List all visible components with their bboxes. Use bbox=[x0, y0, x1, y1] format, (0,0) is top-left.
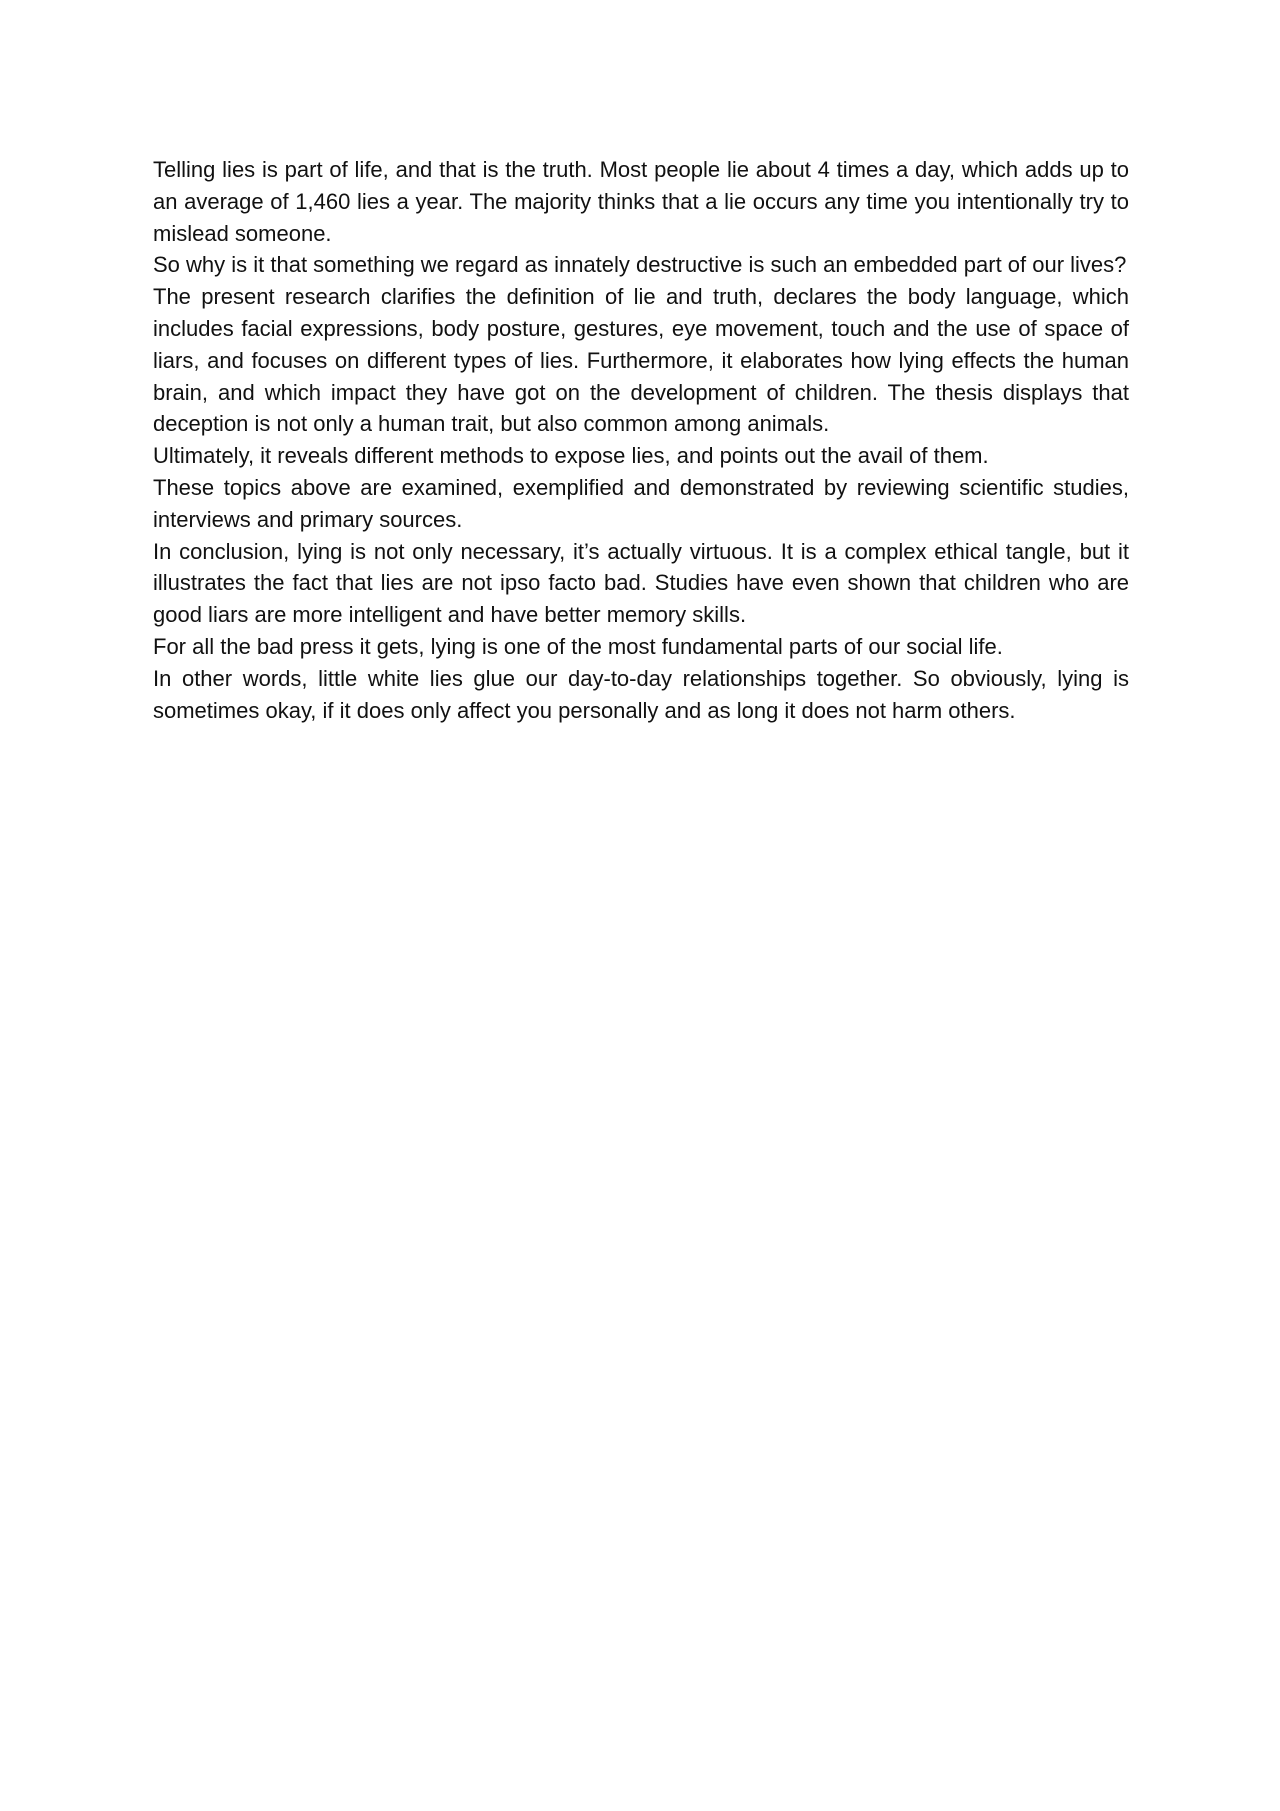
paragraph-6: In conclusion, lying is not only necessary, it’s actually virtuous. It is a complex ethical tangle, but it illustrates the fact that lies are not ipso facto bad. Studies have even shown that children who are good liars are more intelligent and have better memory skills. bbox=[153, 538, 1129, 628]
paragraph-4: Ultimately, it reveals different methods to expose lies, and points out the avail of them. bbox=[153, 443, 989, 469]
paragraph-5: These topics above are examined, exemplified and demonstrated by reviewing scientific studies, interviews and primary sources. bbox=[153, 474, 1129, 532]
paragraph-3: The present research clarifies the definition of lie and truth, declares the body language, which includes facial expressions, body posture, gestures, eye movement, touch and the use of space of liars, and focuses on different types of lies. Furthermore, it elaborates how lying effects the human brain, and which impact they have got on the development of children. The thesis displays that deception is not only a human trait, but also common among animals. bbox=[153, 284, 1129, 437]
paragraph-1: Telling lies is part of life, and that is the truth. Most people lie about 4 times a day, which adds up to an average of 1,460 lies a year. The majority thinks that a lie occurs any time you intentionally try to mislead someone. bbox=[153, 157, 1129, 246]
paragraph-2: So why is it that something we regard as innately destructive is such an embedded part of our lives? bbox=[153, 252, 1127, 278]
paragraph-8: In other words, little white lies glue our day-to-day relationships together. So obviously, lying is sometimes okay, if it does only affect you personally and as long it does not harm others. bbox=[153, 665, 1129, 723]
document-body bbox=[153, 154, 1129, 726]
paragraph-7: For all the bad press it gets, lying is one of the most fundamental parts of our social life. bbox=[153, 633, 1003, 659]
